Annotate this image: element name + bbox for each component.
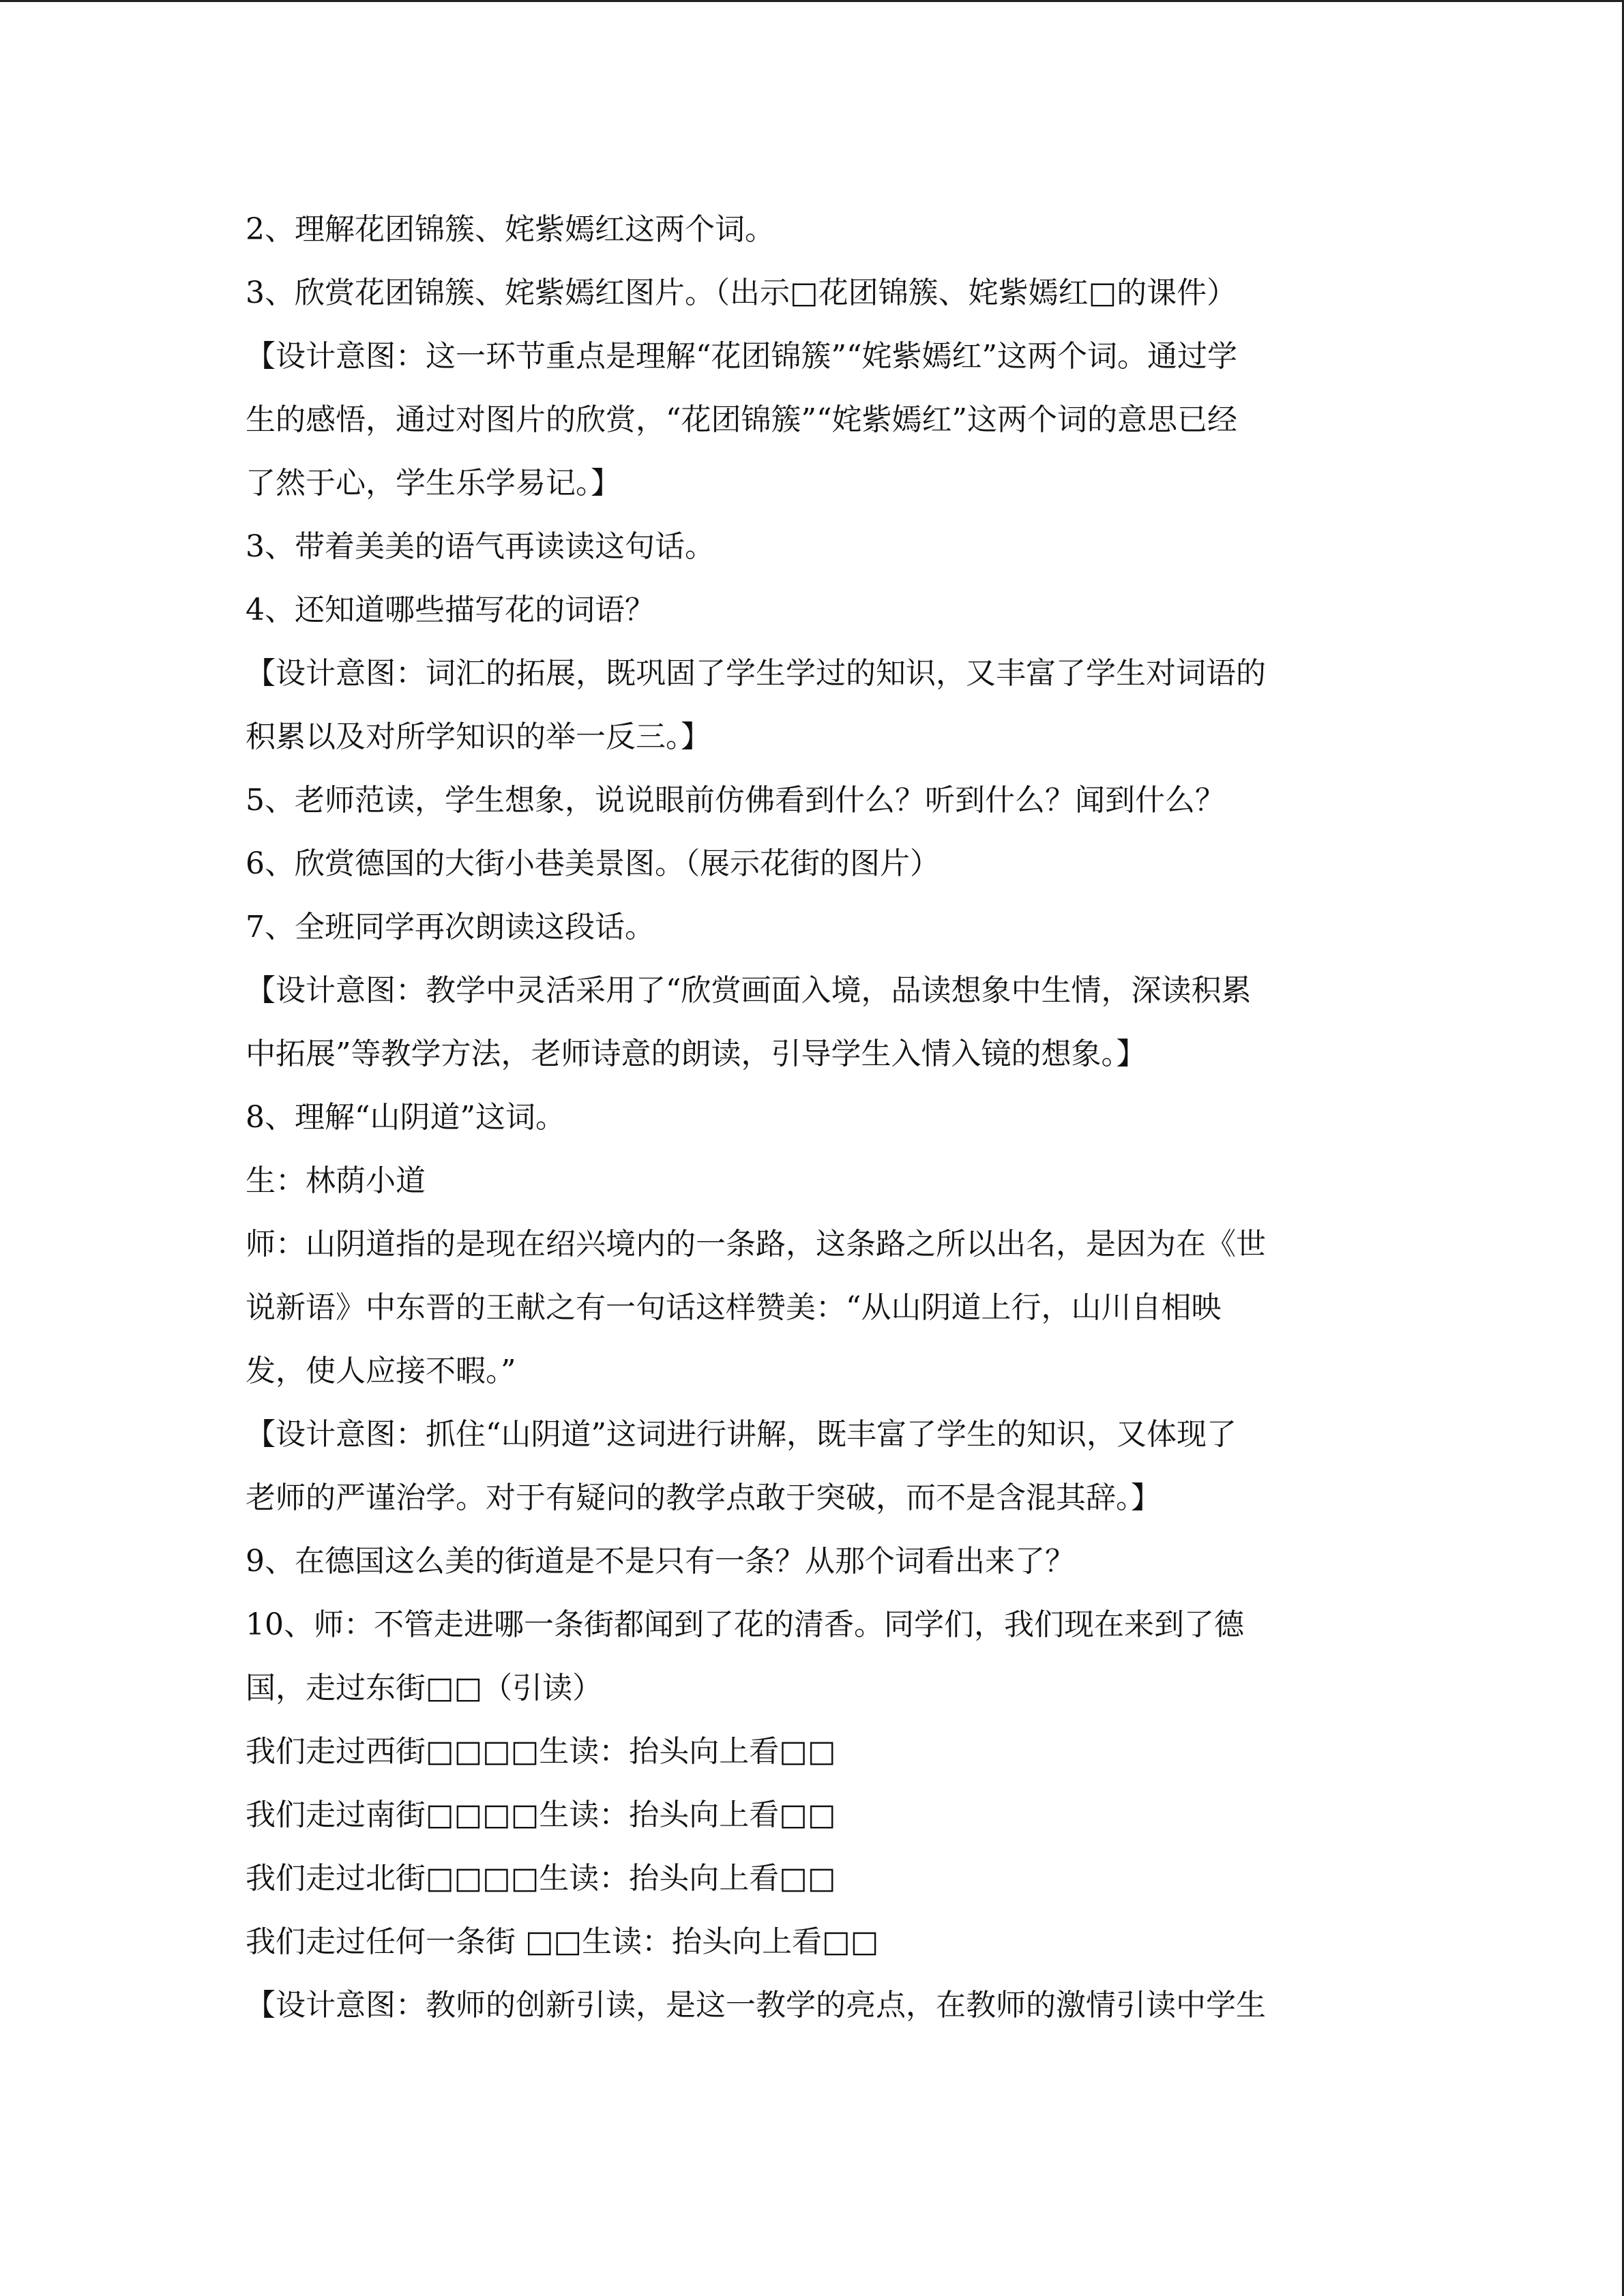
text-line-22: 9、在德国这么美的街道是不是只有一条？从那个词看出来了？ — [246, 1544, 1075, 1579]
text-line-16: 生：林荫小道 — [246, 1163, 426, 1198]
text-line-05: 了然于心，学生乐学易记。】 — [246, 466, 621, 501]
text-line-26: 我们走过南街□□□□生读：抬头向上看□□ — [246, 1798, 836, 1832]
text-line-23: 10、师：不管走进哪一条街都闻到了花的清香。同学们，我们现在来到了德 — [246, 1607, 1244, 1642]
text-line-29: 【设计意图：教师的创新引读，是这一教学的亮点，在教师的激情引读中学生 — [246, 1988, 1266, 2023]
text-line-07: 4、还知道哪些描写花的词语？ — [246, 593, 655, 627]
text-line-17: 师：山阴道指的是现在绍兴境内的一条路，这条路之所以出名，是因为在《世 — [246, 1227, 1266, 1262]
text-line-04: 生的感悟，通过对图片的欣赏，“花团锦簇”“姹紫嫣红”这两个词的意思已经 — [246, 402, 1237, 437]
text-line-14: 中拓展”等教学方法，老师诗意的朗读，引导学生入情入镜的想象。】 — [246, 1037, 1147, 1071]
text-line-11: 6、欣赏德国的大街小巷美景图。（展示花街的图片） — [246, 846, 940, 881]
text-line-20: 【设计意图：抓住“山阴道”这词进行讲解，既丰富了学生的知识，又体现了 — [246, 1417, 1237, 1452]
text-line-06: 3、带着美美的语气再读读这句话。 — [246, 529, 715, 564]
text-line-28: 我们走过任何一条街 □□生读：抬头向上看□□ — [246, 1924, 879, 1959]
text-line-18: 说新语》中东晋的王献之有一句话这样赞美：“从山阴道上行，山川自相映 — [246, 1290, 1222, 1325]
page-border-top — [0, 0, 1624, 2]
text-line-12: 7、全班同学再次朗读这段话。 — [246, 910, 655, 944]
document-body — [246, 198, 1381, 2037]
text-line-01: 2、理解花团锦簇、姹紫嫣红这两个词。 — [246, 212, 775, 247]
text-line-15: 8、理解“山阴道”这词。 — [246, 1100, 565, 1135]
text-line-03: 【设计意图：这一环节重点是理解“花团锦簇”“姹紫嫣红”这两个词。通过学 — [246, 339, 1237, 374]
text-line-02: 3、欣赏花团锦簇、姹紫嫣红图片。（出示□花团锦簇、姹紫嫣红□的课件） — [246, 275, 1237, 310]
text-line-21: 老师的严谨治学。对于有疑问的教学点敢于突破，而不是含混其辞。】 — [246, 1480, 1161, 1515]
text-line-19: 发，使人应接不暇。” — [246, 1354, 516, 1388]
text-line-27: 我们走过北街□□□□生读：抬头向上看□□ — [246, 1861, 836, 1896]
text-line-10: 5、老师范读，学生想象，说说眼前仿佛看到什么？听到什么？闻到什么？ — [246, 783, 1225, 818]
text-line-25: 我们走过西街□□□□生读：抬头向上看□□ — [246, 1734, 836, 1769]
text-line-13: 【设计意图：教学中灵活采用了“欣赏画面入境，品读想象中生情，深读积累 — [246, 973, 1252, 1008]
text-line-24: 国，走过东街□□（引读） — [246, 1671, 603, 1705]
text-line-08: 【设计意图：词汇的拓展，既巩固了学生学过的知识，又丰富了学生对词语的 — [246, 656, 1266, 691]
text-line-09: 积累以及对所学知识的举一反三。】 — [246, 719, 711, 754]
